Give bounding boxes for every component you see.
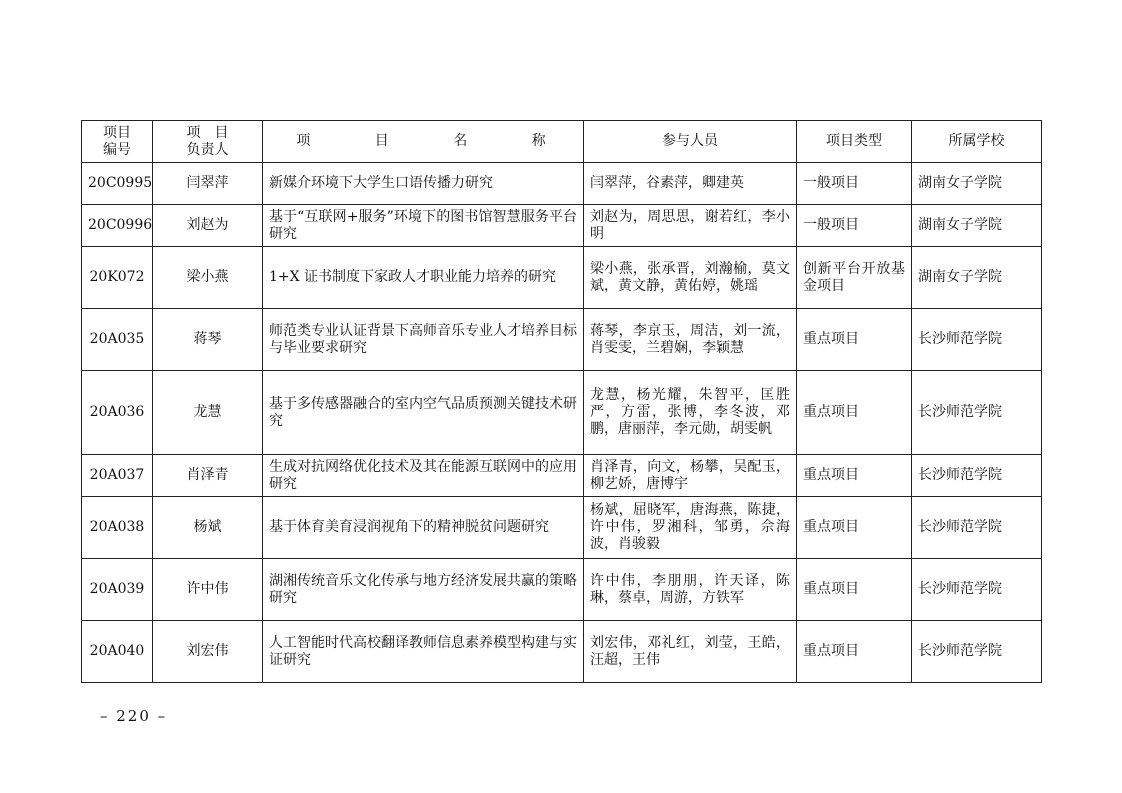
project-name-cell: 基于“互联网+服务”环境下的图书馆智慧服务平台研究 — [263, 205, 584, 247]
members-cell: 刘宏伟，邓礼红，刘莹，王皓，汪超，王伟 — [584, 621, 797, 683]
header-members: 参与人员 — [584, 121, 797, 163]
school-cell: 湖南女子学院 — [912, 247, 1042, 309]
project-name-cell: 基于体育美育浸润视角下的精神脱贫问题研究 — [263, 497, 584, 559]
members-cell: 龙慧，杨光耀，朱智平，匡胜严，方雷，张博，李冬波，邓鹏，唐丽萍，李元勋，胡雯帆 — [584, 371, 797, 455]
project-id-cell: 20A040 — [82, 621, 153, 683]
project-name-cell: 基于多传感器融合的室内空气品质预测关键技术研究 — [263, 371, 584, 455]
project-type-cell: 重点项目 — [797, 559, 912, 621]
school-cell: 长沙师范学院 — [912, 309, 1042, 371]
school-cell: 长沙师范学院 — [912, 455, 1042, 497]
project-id-cell: 20A036 — [82, 371, 153, 455]
school-cell: 湖南女子学院 — [912, 163, 1042, 205]
table-row — [82, 559, 1042, 621]
project-name-cell: 生成对抗网络优化技术及其在能源互联网中的应用研究 — [263, 455, 584, 497]
project-type-cell: 一般项目 — [797, 163, 912, 205]
members-cell: 刘赵为，周思思，谢若红，李小明 — [584, 205, 797, 247]
project-id-cell: 20A037 — [82, 455, 153, 497]
header-leader: 项 目 负责人 — [153, 121, 263, 163]
members-cell: 许中伟，李朋朋，许天译，陈琳，蔡卓，周游，方铁军 — [584, 559, 797, 621]
school-cell: 长沙师范学院 — [912, 497, 1042, 559]
leader-cell: 肖泽青 — [153, 455, 263, 497]
members-cell: 闫翠萍，谷素萍，卿建英 — [584, 163, 797, 205]
leader-cell: 蒋琴 — [153, 309, 263, 371]
project-id-cell: 20C0995 — [82, 163, 153, 205]
leader-cell: 刘宏伟 — [153, 621, 263, 683]
header-type: 项目类型 — [797, 121, 912, 163]
table-row — [82, 497, 1042, 559]
table-row — [82, 621, 1042, 683]
project-name-cell: 人工智能时代高校翻译教师信息素养模型构建与实证研究 — [263, 621, 584, 683]
project-name-cell: 湖湘传统音乐文化传承与地方经济发展共赢的策略研究 — [263, 559, 584, 621]
leader-cell: 刘赵为 — [153, 205, 263, 247]
header-name: 项 目 名 称 — [263, 121, 584, 163]
table-row — [82, 371, 1042, 455]
leader-cell: 杨斌 — [153, 497, 263, 559]
table-row — [82, 205, 1042, 247]
project-id-cell: 20A039 — [82, 559, 153, 621]
school-cell: 长沙师范学院 — [912, 621, 1042, 683]
members-cell: 蒋琴，李京玉，周洁，刘一流，肖雯雯，兰碧娴，李颖慧 — [584, 309, 797, 371]
members-cell: 杨斌，屈晓军，唐海燕，陈捷，许中伟，罗湘科，邹勇，佘海波，肖骏毅 — [584, 497, 797, 559]
project-table — [81, 120, 1042, 683]
school-cell: 长沙师范学院 — [912, 559, 1042, 621]
table-body — [82, 163, 1042, 683]
school-cell: 湖南女子学院 — [912, 205, 1042, 247]
members-cell: 肖泽青，向文，杨攀，吴配玉，柳艺娇，唐博宇 — [584, 455, 797, 497]
leader-cell: 龙慧 — [153, 371, 263, 455]
leader-cell: 闫翠萍 — [153, 163, 263, 205]
project-type-cell: 重点项目 — [797, 455, 912, 497]
header-row — [82, 121, 1042, 163]
table-row — [82, 163, 1042, 205]
project-type-cell: 重点项目 — [797, 621, 912, 683]
project-name-cell: 师范类专业认证背景下高师音乐专业人才培养目标与毕业要求研究 — [263, 309, 584, 371]
project-name-cell: 新媒介环境下大学生口语传播力研究 — [263, 163, 584, 205]
table-row — [82, 455, 1042, 497]
project-id-cell: 20C0996 — [82, 205, 153, 247]
page-number: – 220 – — [100, 707, 168, 725]
project-id-cell: 20A038 — [82, 497, 153, 559]
project-type-cell: 重点项目 — [797, 497, 912, 559]
table-row — [82, 309, 1042, 371]
project-type-cell: 重点项目 — [797, 371, 912, 455]
members-cell: 梁小燕，张承晋，刘瀚榆，莫文斌，黄文静，黄佑婷，姚瑶 — [584, 247, 797, 309]
leader-cell: 许中伟 — [153, 559, 263, 621]
table-row — [82, 247, 1042, 309]
project-type-cell: 创新平台开放基金项目 — [797, 247, 912, 309]
header-id: 项目 编号 — [82, 121, 153, 163]
leader-cell: 梁小燕 — [153, 247, 263, 309]
project-type-cell: 一般项目 — [797, 205, 912, 247]
project-id-cell: 20A035 — [82, 309, 153, 371]
project-type-cell: 重点项目 — [797, 309, 912, 371]
header-school: 所属学校 — [912, 121, 1042, 163]
project-id-cell: 20K072 — [82, 247, 153, 309]
project-name-cell: 1+X 证书制度下家政人才职业能力培养的研究 — [263, 247, 584, 309]
school-cell: 长沙师范学院 — [912, 371, 1042, 455]
